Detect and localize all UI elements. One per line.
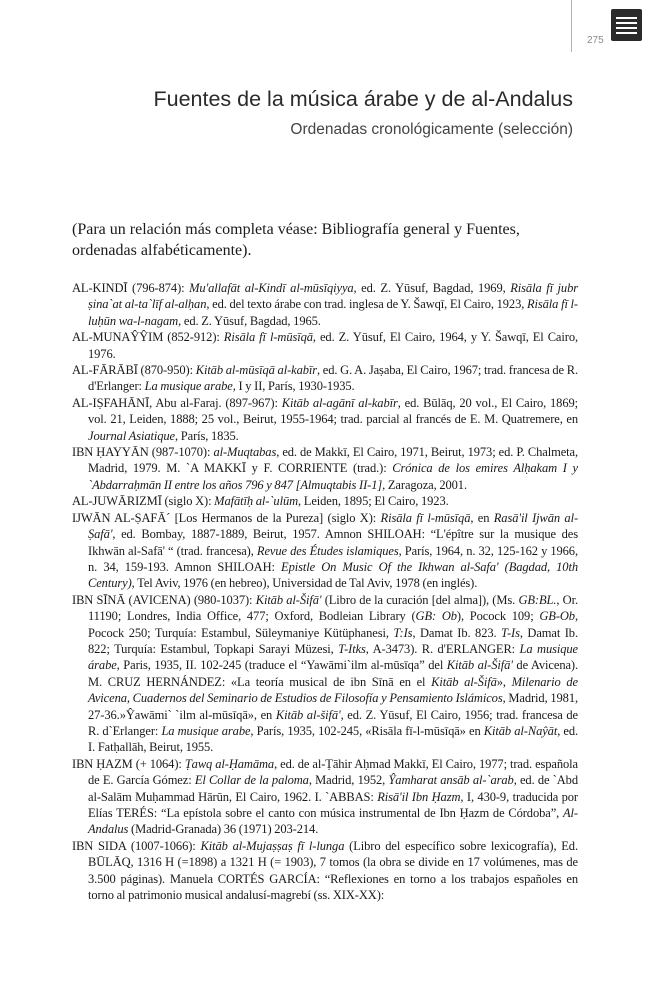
entry-text: , ed. de al-Ṭāhir Aḥmad Makkī, El Cairo, 1977; trad. española de E. García Gómez: — [88, 756, 579, 788]
entry-title-italic: Al-Andalus — [88, 806, 578, 837]
entry-text: , Madrid, 1952, — [308, 773, 389, 788]
entry-title-italic: Milenario de Avicena, Cuadernos del Seminario de Estudios de Filosofía y Pensamiento Islámicos — [88, 674, 578, 706]
entry-title-italic: Kitāb al-Šifā' — [255, 592, 322, 607]
entry-text: , ed. G. A. Jaṣaba, El Cairo, 1967; trad. francesa de R. d'Erlanger: — [88, 363, 578, 394]
entry-text: AL-FĀRĀBĪ (870-950): — [72, 363, 196, 378]
entry-text: ), Pocock 109; — [456, 609, 540, 624]
entry-text: , ed. Būlāq, 20 vol., El Cairo, 1869; vol. 21, Leiden, 1888; 25 vol., Beirut, 1955-1964; trad. parcial al francés de E. M. Quatremere, en — [88, 395, 579, 427]
entry-text: IJWĀN AL-ṢAFĀ´ [Los Hermanos de la Pureza] (siglo X): — [72, 510, 381, 525]
entry-text: , Or. 11190; Londres, India Office, 477; Oxford, Bodleian Library ( — [88, 592, 578, 624]
entry-text: Zaragoza, 2001. — [385, 477, 467, 492]
entry-title-italic: Rasā'il Ijwān al-Ṣafā' — [88, 510, 579, 542]
entry-text: IBN ḤAZM (+ 1064): — [72, 756, 185, 771]
page-number: 275 — [587, 35, 604, 46]
entry-text: , Leiden, 1895; El Cairo, 1923. — [298, 494, 449, 509]
entry-text: IBN SIDA (1007-1066): — [72, 838, 201, 853]
bibliography-entry — [72, 510, 578, 592]
bibliography-list — [72, 280, 578, 903]
entry-text: , Damat Ib. 822; Turquía: Estambul, Topkapi Sarayi Müzesi, — [88, 625, 578, 656]
page-subtitle: Ordenadas cronológicamente (selección) — [290, 121, 573, 138]
entry-text: , ed. Bombay, 1887-1889, Beirut, 1957. Amnon SHILOAH: “L'épître sur la musique des Ikhwān al-Safā' “ (trad. francesa), — [88, 527, 578, 558]
entry-text: , ed. Z. Yūsuf, Bagdad, 1969, — [353, 281, 511, 295]
entry-title-italic: T-Itks — [338, 641, 366, 656]
entry-text: AL-JUWĀRIZMĪ (siglo X): — [72, 494, 215, 509]
entry-text: (Libro de la curación [del alma]), (Ms. — [321, 592, 519, 607]
entry-title-italic: Kitāb al-Šifā' — [446, 658, 513, 673]
entry-title-italic: GB: Ob — [415, 609, 457, 624]
hamburger-menu-icon[interactable] — [611, 9, 642, 41]
entry-text: , en — [470, 510, 494, 525]
entry-text: Tel Aviv, 1976 (en hebreo), Universidad de Tal Aviv, 1978 (en inglés). — [134, 576, 478, 591]
entry-text: IBN ḤAYYĀN (987-1070): — [72, 445, 214, 460]
entry-text: , ed. Z. Yūsuf, El Cairo, 1956; trad. francesa de R. d`Erlanger: — [88, 707, 578, 738]
entry-title-italic: Mafātīḥ al-`ulūm — [214, 494, 299, 509]
entry-text: , A-3473). R. d'ERLANGER: — [365, 641, 520, 656]
entry-title-italic: Kitāb al-Naŷāt — [483, 723, 558, 738]
entry-title-italic: Kitāb al-Mujaṣṣaṣ fī l-lunga — [200, 838, 345, 853]
entry-text: , París, 1935, 102-245, «Risāla fī-l-mūsīqā» en — [250, 723, 484, 738]
entry-title-italic: Risāla fī l-mūsīqā — [223, 330, 313, 345]
entry-title-italic: Crónica de los emires Alḥakam I y `Abdarraḥmān II entre los años 796 y 847 [Almuqtabis II-1], — [88, 461, 578, 492]
entry-title-italic: Kitāb al-mūsīqā al-kabīr — [195, 363, 318, 378]
entry-text: , ed. Z. Yūsuf, Bagdad, 1965. — [178, 313, 321, 328]
entry-text: , ed. I. Fatḥallāh, Beirut, 1955. — [88, 723, 579, 755]
entry-text: , Paris, 1935, II. 102-245 (traduce el “Yawāmi`ilm al-mūsīqa” del — [116, 658, 447, 673]
entry-title-italic: Revue des Études islamiques — [256, 543, 399, 558]
entry-title-italic: T-Is — [501, 625, 520, 640]
entry-title-italic: El Collar de la paloma — [194, 773, 309, 788]
bibliography-entry — [72, 395, 578, 444]
page-title: Fuentes de la música árabe y de al-Andalus — [153, 87, 573, 111]
entry-title-italic: La musique arabe — [161, 723, 251, 738]
entry-title-italic: Epistle On Music Of the Ikhwan al-Safa' (Bagdad, 10th Century), — [88, 559, 578, 591]
entry-title-italic: GB:BL. — [518, 592, 557, 607]
entry-title-italic: Kitāb al-šifā' — [275, 707, 341, 722]
entry-text: , ed. de `Abd al-Salām Muḥammad Hārūn, El Cairo, 1962. I. `ABBAS: — [88, 773, 578, 804]
entry-title-italic: Risā'il Ibn Ḥazm, — [377, 789, 464, 804]
entry-text: IBN SĪNĀ (AVICENA) (980-1037): — [72, 592, 256, 607]
entry-text: AL-IṢFAHĀNĪ, Abu al-Faraj. (897-967): — [72, 395, 282, 410]
entry-text: AL-MUNAŶŶIM (852-912): — [72, 330, 224, 345]
entry-text: AL-KINDĪ (796-874): — [72, 281, 190, 295]
entry-title-italic: Ŷamharat ansāb al-`arab — [388, 773, 514, 788]
entry-text: I, 430-9, traducida por Elías TERÉS: “La epístola sobre el canto con música instrumental de Ibn Ḥazm de Córdoba”, — [88, 789, 578, 820]
bibliography-entry — [72, 280, 578, 329]
bibliography-entry — [72, 592, 578, 756]
bibliography-entry — [72, 756, 578, 838]
entry-title-italic: La musique arabe — [144, 379, 233, 394]
entry-text: (Madrid-Granada) 36 (1971) 203-214. — [128, 822, 319, 837]
entry-title-italic: Mu'allafāt al-Kindī al-mūsīqiyya — [189, 281, 354, 295]
entry-text: , París, 1835. — [175, 428, 239, 443]
entry-text: , Damat Ib. 823. — [412, 625, 502, 640]
entry-title-italic: T:Is — [393, 625, 413, 640]
entry-text: de Avicena). M. CRUZ HERNÁNDEZ: «La teoría musical de ibn Sīnā en el — [88, 658, 579, 689]
entry-text: , Pocock 250; Turquía: Estambul, Süleymaniye Kütüphanesi, — [88, 609, 578, 640]
entry-title-italic: GB-Ob — [539, 609, 575, 624]
entry-title-italic: Kitāb al-Šifā — [431, 674, 497, 689]
entry-title-italic: Risāla fī l-mūsīqā — [380, 510, 471, 525]
entry-title-italic: al-Muqtabas — [213, 445, 277, 460]
entry-title-italic: Kitāb al-agānī al-kabīr — [281, 395, 398, 410]
bibliography-entry — [72, 493, 578, 509]
intro-paragraph: (Para un relación más completa véase: Bibliografía general y Fuentes, ordenadas alfabéticamente). — [72, 221, 520, 259]
entry-title-italic: Risāla fī l-luḥūn wa-l-nagam — [88, 297, 578, 328]
bibliography-entry — [72, 362, 578, 395]
entry-title-italic: La musique árabe — [88, 641, 578, 673]
bibliography-entry — [72, 838, 578, 904]
bibliography-entry — [72, 444, 578, 493]
header-divider — [571, 0, 572, 52]
entry-text: , ed. del texto árabe con trad. inglesa de Y. Šawqī, El Cairo, 1923, — [206, 297, 527, 312]
entry-title-italic: Journal Asiatique — [88, 428, 176, 443]
bibliography-entry — [72, 329, 578, 362]
entry-title-italic: Risāla fī jubr ṣina`at al-ta`līf al-alḥan — [88, 281, 578, 312]
entry-text: , I y II, París, 1930-1935. — [232, 379, 355, 394]
entry-text: , ed. Z. Yūsuf, El Cairo, 1964, y Y. Šawqī, El Cairo, 1976. — [88, 330, 578, 361]
entry-text: , ed. de Makkī, El Cairo, 1971, Beirut, 1973; ed. P. Chalmeta, Madrid, 1979. M. `A MAKKĪ y F. CORRIENTE (trad.): — [88, 445, 578, 476]
entry-text: », — [496, 674, 512, 689]
entry-text: , París, 1964, n. 32, 125-162 y 1966, n. 34, 159-193. Amnon SHILOAH: — [88, 543, 578, 574]
entry-text: (Libro del específico sobre lexicografía), Ed. BŪLĀQ, 1316 H (=1898) a 1321 H (= 1903), 7 tomos (la obra se divide en 17 volúmenes, mas de 3.500 páginas). Manuela CORTÉS GARCÍA: “Reflexiones en torno a los trabajos españoles en torno al patrimonio musical andalusí-magrebí (ss. XIX-XX): — [88, 838, 578, 903]
entry-text: , Madrid, 1981, 27-36.»Ŷawāmi` `ilm al-mūsīqā», en — [88, 691, 578, 722]
entry-title-italic: Ṭawq al-Ḥamāma — [184, 756, 275, 771]
